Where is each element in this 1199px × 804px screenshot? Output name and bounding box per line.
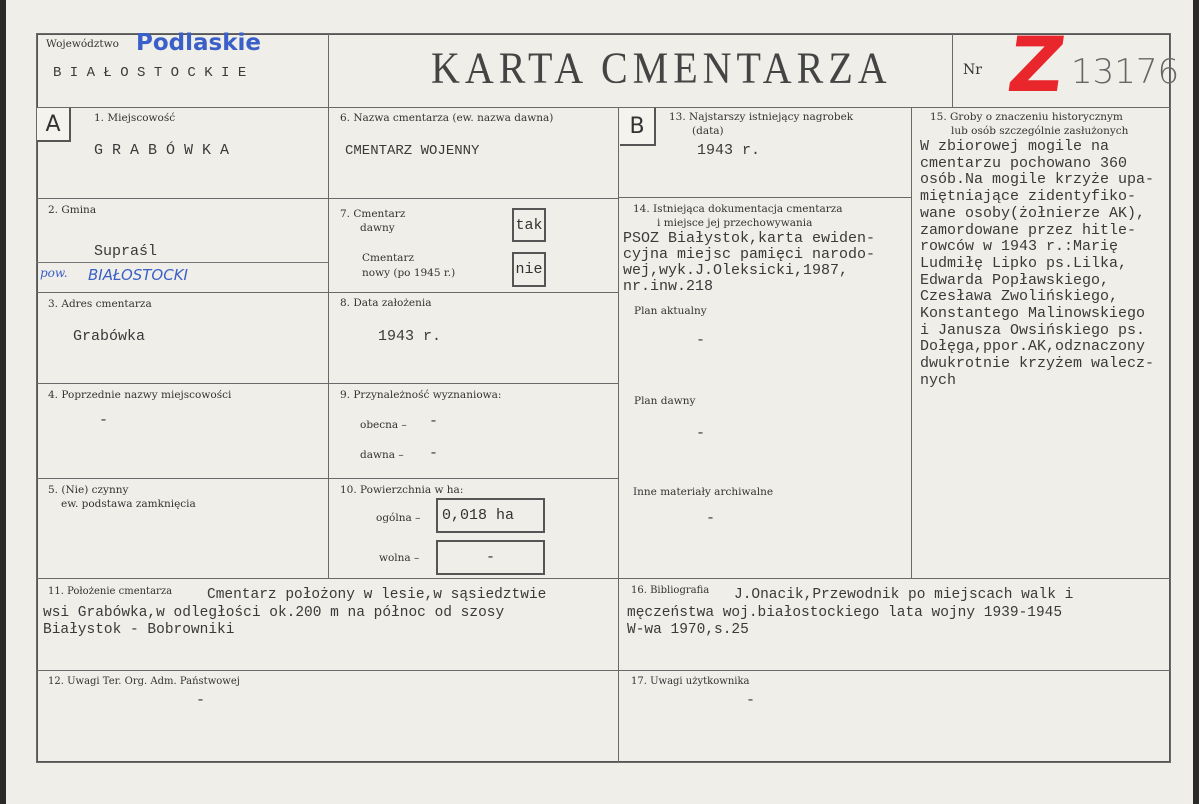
- f10-free-label: wolna –: [379, 552, 420, 564]
- f2-label: 2. Gmina: [48, 204, 97, 216]
- f7-former-box: tak: [512, 208, 546, 242]
- f10-label: 10. Powierzchnia w ha:: [340, 484, 464, 496]
- plan-current-label: Plan aktualny: [634, 305, 707, 317]
- f10-free-box: -: [436, 540, 545, 575]
- f2-divider: [36, 262, 329, 263]
- f14-label: 14. Istniejąca dokumentacja cmentarza: [633, 203, 843, 215]
- f5-label-2: ew. podstawa zamknięcia: [61, 498, 196, 510]
- f13-value: 1943 r.: [697, 142, 761, 159]
- f6-label: 6. Nazwa cmentarza (ew. nazwa dawna): [340, 112, 554, 124]
- section-a-marker: A: [37, 108, 71, 142]
- f1-value: G R A B Ó W K A: [94, 142, 230, 159]
- f15-value: W zbiorowej mogile na cmentarzu pochowano 360 osób.Na mogile krzyże upa- miętniające zidentyfiko- wane osoby(żołnierze AK), zamordowane przez hitle- rowców w 1943 r.:Marię Ludmiłę Lipko ps.Lilka, Edwarda Popławskiego, Czesława Zwolińskiego, Konstantego Malinowskiego i Janusza Owsińskiego ps. Dołęga,ppor.AK,odznaczony dwukrotnie krzyżem walecz- nych: [920, 138, 1155, 389]
- voivodeship-stamp: Podlaskie: [136, 30, 261, 56]
- other-materials-value: -: [706, 510, 716, 527]
- f14-value: PSOZ Białystok,karta ewiden- cyjna miejsc pamięci narodo- wej,wyk.J.Oleksicki,1987, nr.inw.218: [623, 230, 876, 295]
- f16-value-1: J.Onacik,Przewodnik po miejscach walk i: [734, 587, 1074, 603]
- f13-label: 13. Najstarszy istniejący nagrobek: [669, 111, 854, 123]
- f7-label-3: Cmentarz: [362, 252, 414, 264]
- other-materials-label: Inne materiały archiwalne: [633, 486, 774, 498]
- f8-label: 8. Data założenia: [340, 297, 432, 309]
- f17-value: -: [746, 692, 756, 709]
- f4-label: 4. Poprzednie nazwy miejscowości: [48, 389, 232, 401]
- f4-value: -: [99, 412, 109, 429]
- f11-value-2: wsi Grabówka,w odległości ok.200 m na północ od szosy Białystok - Bobrowniki: [43, 605, 505, 638]
- nr-value: 13176: [1071, 52, 1180, 92]
- f16-label: 16. Bibliografia: [631, 585, 710, 596]
- f3-value: Grabówka: [73, 328, 146, 345]
- f14-label-2: i miejsce jej przechowywania: [657, 217, 813, 229]
- f15-label: 15. Groby o znaczeniu historycznym: [930, 111, 1123, 123]
- f8-value: 1943 r.: [378, 328, 442, 345]
- plan-former-value: -: [696, 425, 706, 442]
- f15-label-2: lub osób szczególnie zasłużonych: [951, 125, 1129, 137]
- f5-label: 5. (Nie) czynny: [48, 484, 129, 496]
- f13-label-2: (data): [692, 125, 724, 137]
- f17-label: 17. Uwagi użytkownika: [631, 676, 750, 687]
- f10-total-box: 0,018 ha: [436, 498, 545, 533]
- f7-label-2: dawny: [360, 222, 395, 234]
- f2-handwritten-prefix: pow.: [40, 266, 68, 280]
- f9-current-label: obecna –: [360, 419, 407, 431]
- f9-label: 9. Przynależność wyznaniowa:: [340, 389, 502, 401]
- f11-value-1: Cmentarz położony w lesie,w sąsiedztwie: [207, 587, 547, 603]
- f12-label: 12. Uwagi Ter. Org. Adm. Państwowej: [48, 676, 240, 687]
- f16-value-2: męczeństwa woj.białostockiego lata wojny 1939-1945 W-wa 1970,s.25: [627, 605, 1063, 638]
- voivodeship-value: B I A Ł O S T O C K I E: [53, 65, 247, 81]
- nr-letter: Z: [1002, 20, 1071, 109]
- f10-total-label: ogólna –: [376, 512, 421, 524]
- f6-value: CMENTARZ WOJENNY: [345, 143, 480, 159]
- f11-label: 11. Położenie cmentarza: [48, 586, 173, 597]
- plan-current-value: -: [696, 332, 706, 349]
- f7-label: 7. Cmentarz: [340, 208, 406, 220]
- cemetery-card: [6, 0, 1193, 804]
- f7-new-box: nie: [512, 252, 546, 287]
- f1-label: 1. Miejscowość: [94, 112, 176, 124]
- f9-former-label: dawna –: [360, 449, 404, 461]
- voivodeship-label: Województwo: [46, 38, 119, 50]
- page-title: KARTA CMENTARZA: [431, 42, 892, 93]
- f2-value: Supraśl: [94, 243, 158, 260]
- f2-handwritten: BIAŁOSTOCKI: [88, 266, 188, 284]
- plan-former-label: Plan dawny: [634, 395, 696, 407]
- f12-value: -: [196, 692, 206, 709]
- nr-label: Nr: [963, 62, 982, 78]
- f3-label: 3. Adres cmentarza: [48, 298, 152, 310]
- f9-current-value: -: [429, 413, 439, 430]
- f7-label-4: nowy (po 1945 r.): [362, 267, 456, 279]
- f9-former-value: -: [429, 445, 439, 462]
- section-b-marker: B: [620, 108, 656, 146]
